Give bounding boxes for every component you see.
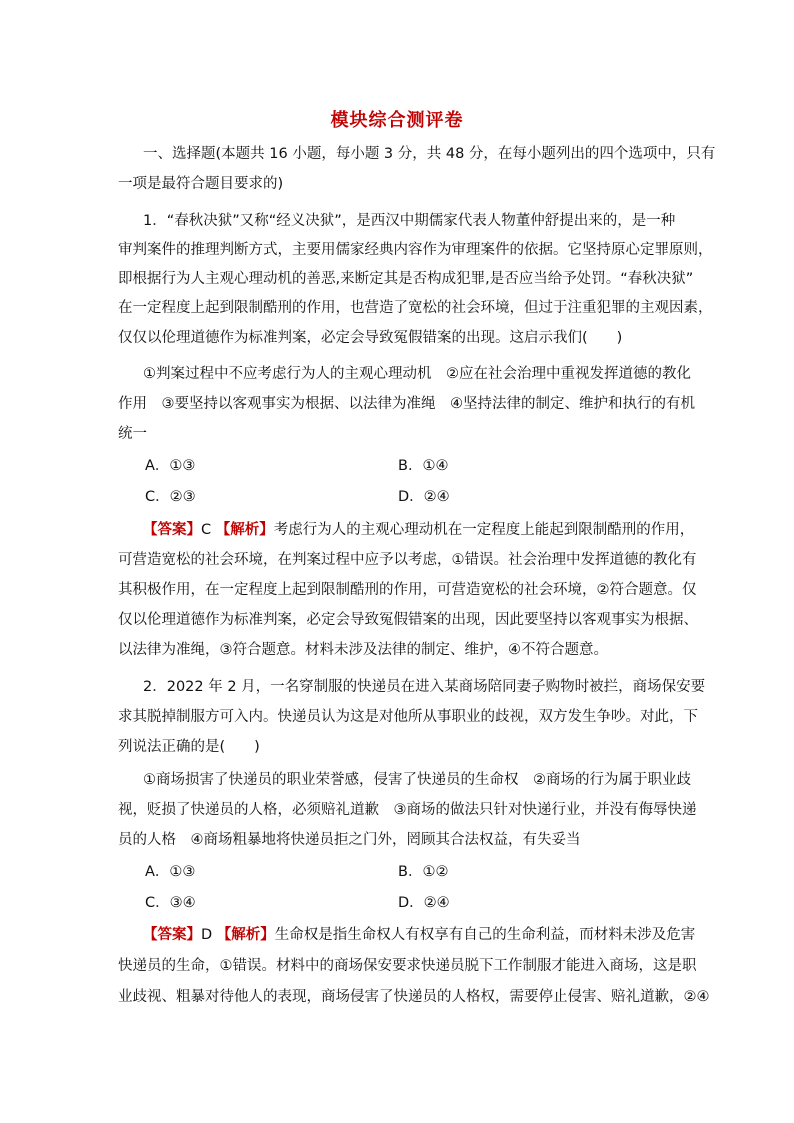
analysis-tag: 【解析】 (215, 522, 274, 538)
question-2-statement-line: ①商场损害了快递员的职业荣誉感，侵害了快递员的生命权 ②商场的行为属于职业歧 (143, 772, 691, 788)
page-title: 模块综合测评卷 (330, 110, 464, 131)
question-1-statement-line: 统一 (118, 426, 147, 442)
question-1-line: 1．“春秋决狱”又称“经义决狱”，是西汉中期儒家代表人物董仲舒提出来的，是一种 (143, 213, 676, 229)
option-c: C．③④ (145, 895, 196, 911)
option-d: D．②④ (398, 489, 450, 505)
question-2-line: 求其脱掉制服方可入内。快递员认为这是对他所从事职业的歧视，双方发生争吵。对此，下 (118, 709, 698, 725)
section-intro-line: 一项是最符合题目要求的) (118, 176, 284, 192)
question-1-statement-line: 作用 ③要坚持以客观事实为根据、以法律为准绳 ④坚持法律的制定、维护和执行的有机 (118, 396, 695, 412)
answer-line (143, 925, 695, 945)
question-1-line: 审判案件的推理判断方式，主要用儒家经典内容作为审理案件的依据。它坚持原心定罪原则， (118, 242, 713, 258)
option-a: A．①③ (145, 458, 196, 474)
analysis-tag: 【解析】 (216, 927, 275, 943)
question-2-line: 列说法正确的是( ) (118, 739, 260, 755)
option-a: A．①③ (145, 864, 196, 880)
answer-value: D (201, 927, 213, 943)
analysis-line: 仅以伦理道德作为标准判案，必定会导致冤假错案的出现，因此要坚持以客观事实为根据、 (118, 612, 698, 628)
answer-tag: 【答案】 (143, 522, 201, 538)
option-b: B．①④ (398, 458, 449, 474)
question-2-statement-line: 员的人格 ④商场粗暴地将快递员拒之门外，罔顾其合法权益，有失妥当 (118, 832, 581, 848)
question-2-line: 2．2022 年 2 月，一名穿制服的快递员在进入某商场陪同妻子购物时被拦，商场保安要 (143, 679, 706, 695)
analysis-line: 可营造宽松的社会环境，在判案过程中应予以考虑，①错误。社会治理中发挥道德的教化有 (118, 552, 697, 568)
analysis-line: 快递员的生命，①错误。材料中的商场保安要求快递员脱下工作制服才能进入商场，这是职 (118, 958, 697, 974)
analysis-line: 其积极作用，在一定程度上起到限制酷刑的作用，可营造宽松的社会环境，②符合题意。仅 (118, 582, 697, 598)
analysis-line: 业歧视、粗暴对待他人的表现，商场侵害了快递员的人格权，需要停止侵害、赔礼道歉，②④ (118, 989, 710, 1005)
answer-line (143, 520, 694, 540)
analysis-text: 生命权是指生命权人有权享有自己的生命利益，而材料未涉及危害 (274, 927, 696, 943)
option-d: D．②④ (398, 895, 450, 911)
option-c: C．②③ (145, 489, 196, 505)
analysis-line: 以法律为准绳，③符合题意。材料未涉及法律的制定、维护，④不符合题意。 (118, 642, 608, 658)
question-1-line: 即根据行为人主观心理动机的善恶,来断定其是否构成犯罪,是否应当给予处罚。“春秋决狱” (118, 271, 694, 287)
question-2-statement-line: 视，贬损了快递员的人格，必须赔礼道歉 ③商场的做法只针对快递行业，并没有侮辱快递 (118, 802, 697, 818)
answer-tag: 【答案】 (143, 927, 201, 943)
section-intro-line: 一、选择题(本题共 16 小题，每小题 3 分，共 48 分，在每小题列出的四个选项中，只有 (143, 146, 716, 162)
answer-value: C (201, 522, 212, 538)
option-b: B．①② (398, 864, 449, 880)
question-1-statement-line: ①判案过程中不应考虑行为人的主观心理动机 ②应在社会治理中重视发挥道德的教化 (143, 366, 691, 382)
question-1-line: 在一定程度上起到限制酷刑的作用，也营造了宽松的社会环境，但过于注重犯罪的主观因素， (118, 300, 713, 316)
question-1-line: 仅仅以伦理道德作为标准判案，必定会导致冤假错案的出现。这启示我们( ) (118, 330, 623, 346)
analysis-text: 考虑行为人的主观心理动机在一定程度上能起到限制酷刑的作用， (273, 522, 695, 538)
